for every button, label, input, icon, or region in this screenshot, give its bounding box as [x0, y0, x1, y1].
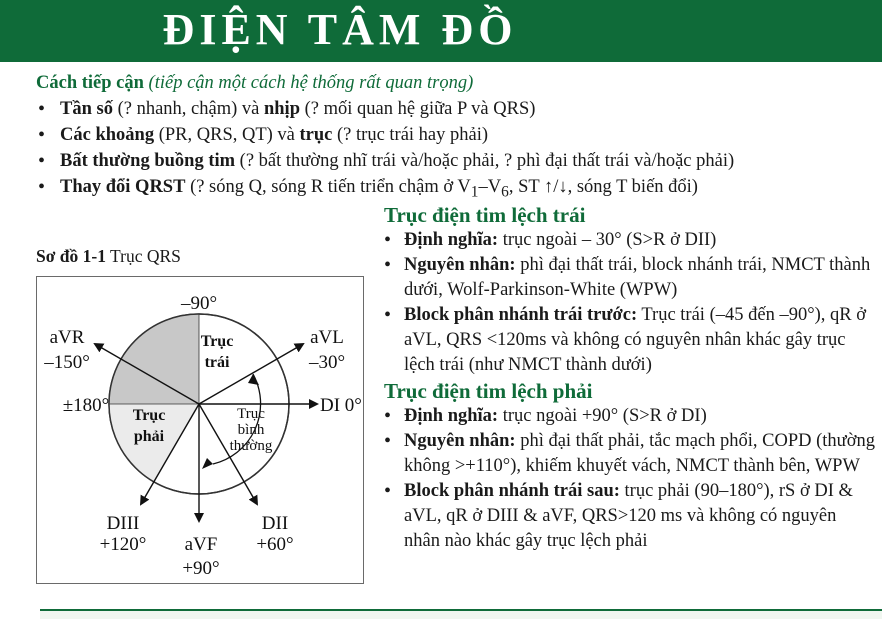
figure-caption-text: Trục QRS	[110, 246, 181, 266]
label-avr-deg: –150°	[44, 352, 90, 373]
approach-section	[36, 70, 876, 206]
list-item-subscript: 6	[501, 183, 509, 201]
list-item-text: (? nhanh, chậm) và	[112, 99, 264, 119]
list-item-text: (PR, QRS, QT) và	[154, 125, 300, 145]
list-item-term: Các khoảng	[60, 125, 155, 145]
left-axis-title: Trục điện tim lệch trái	[384, 203, 586, 227]
list-item-term: Block phân nhánh trái sau:	[404, 481, 620, 501]
left-axis-list	[384, 228, 876, 378]
list-item-term: Định nghĩa:	[404, 230, 499, 250]
list-item-text: (? trục trái hay phải)	[332, 125, 489, 145]
list-item-text: Trục trái (–45 đến –90°), qR ở aVL, QRS <120ms và không có nguyên nhân khác gây trục lệch trái (như NMCT thành dưới)	[404, 305, 867, 375]
label-right-axis-1: Trục	[132, 407, 166, 424]
approach-heading: Cách tiếp cận	[36, 73, 144, 93]
label-180: ±180°	[62, 395, 110, 416]
label-avf: aVF	[184, 534, 218, 555]
list-item-text: (? sóng Q, sóng R tiến triển chậm ở V	[185, 177, 471, 197]
figure-caption	[36, 246, 181, 267]
list-item	[384, 479, 876, 554]
list-item-text: , ST ↑/↓, sóng T biến đổi)	[508, 177, 698, 197]
label-di: DI 0°	[320, 395, 362, 416]
approach-subheading: (tiếp cận một cách hệ thống rất quan trọng)	[148, 73, 474, 93]
list-item-term: Định nghĩa:	[404, 406, 499, 426]
list-item-text: (? mối quan hệ giữa P và QRS)	[300, 99, 536, 119]
list-item	[36, 148, 876, 174]
list-item-term: Bất thường buồng tim	[60, 151, 236, 171]
qrs-axis-diagram	[36, 276, 364, 584]
list-item-text: trục ngoài – 30° (S>R ở DII)	[498, 230, 717, 250]
figure-caption-label: Sơ đồ 1-1	[36, 246, 106, 266]
list-item-text: phì đại thất phải, tắc mạch phổi, COPD (thường không >+110°), khiếm khuyết vách, NMCT thành bên, WPW	[404, 431, 875, 476]
list-item	[36, 174, 876, 206]
list-item	[384, 253, 876, 303]
list-item-subscript: 1	[470, 183, 479, 201]
label-right-axis-2: phải	[133, 428, 165, 445]
title-banner	[0, 0, 882, 62]
list-item	[384, 303, 876, 378]
label-diii-deg: +120°	[99, 534, 147, 555]
label-left-axis-1: Trục	[200, 333, 234, 350]
approach-list	[36, 96, 876, 206]
list-item-text: (? bất thường nhĩ trái và/hoặc phải, ? phì đại thất trái và/hoặc phải)	[235, 151, 735, 171]
list-item	[384, 228, 876, 253]
list-item-term: nhịp	[263, 99, 300, 119]
label-normal-2: bình	[237, 422, 265, 438]
label-avf-deg: +90°	[182, 558, 220, 579]
label-avl: aVL	[310, 327, 344, 348]
label-dii: DII	[261, 513, 289, 534]
list-item-term: Nguyên nhân:	[404, 255, 516, 275]
list-item-text: trục phải (90–180°), rS ở DI & aVL, qR ở DIII & aVF, QRS>120 ms và không có nguyên nhân nào khác gây trục lệch phải	[404, 481, 853, 551]
list-item-term: Nguyên nhân:	[404, 431, 516, 451]
list-item-text: phì đại thất trái, block nhánh trái, NMCT thành dưới, Wolf-Parkinson-White (WPW)	[404, 255, 871, 300]
footer-rule	[40, 609, 882, 619]
label-diii: DIII	[106, 513, 140, 534]
list-item	[36, 122, 876, 148]
label-minus-90: –90°	[180, 293, 218, 314]
page-title: ĐIỆN TÂM ĐỒ	[162, 5, 518, 54]
list-item-term: Block phân nhánh trái trước:	[404, 305, 638, 325]
list-item	[384, 404, 876, 429]
approach-heading-line	[36, 70, 876, 96]
qrs-axis-svg	[37, 277, 363, 583]
list-item	[384, 429, 876, 479]
list-item-text: trục ngoài +90° (S>R ở DI)	[498, 406, 707, 426]
left-axis-sector	[109, 314, 199, 404]
label-avr: aVR	[49, 327, 85, 348]
list-item-term: Thay đổi QRST	[60, 177, 186, 197]
label-normal-1: Trục	[237, 406, 265, 422]
right-axis-list	[384, 404, 876, 554]
label-left-axis-2: trái	[204, 354, 230, 371]
list-item	[36, 96, 876, 122]
label-normal-3: thường	[229, 438, 273, 454]
list-item-term: trục	[299, 125, 333, 145]
label-dii-deg: +60°	[256, 534, 294, 555]
list-item-text: –V	[478, 177, 502, 197]
axis-deviation-column	[384, 202, 876, 554]
right-axis-title: Trục điện tim lệch phải	[384, 379, 593, 403]
label-avl-deg: –30°	[308, 352, 346, 373]
list-item-term: Tần số	[60, 99, 113, 119]
